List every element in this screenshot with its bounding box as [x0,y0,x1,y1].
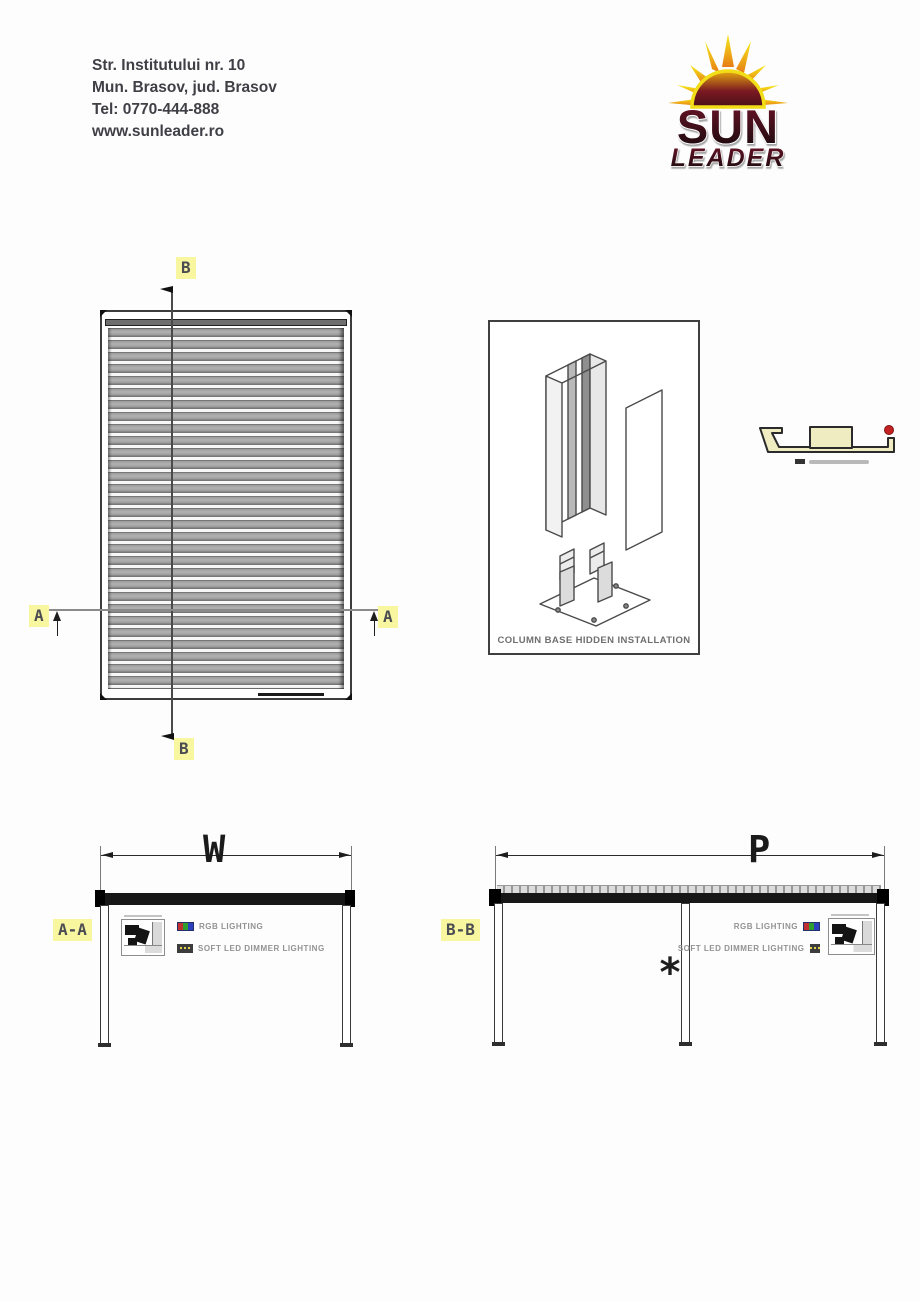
middle-column-note-asterisk: * [658,950,683,996]
section-line-bb [171,287,173,739]
column-base-cap [98,1043,111,1047]
corner-mark-icon [345,693,352,700]
section-bb-right-column [876,903,885,1044]
extension-line [351,846,352,892]
legend-row-dimmer [677,943,820,953]
legend-label-dimmer: SOFT LED DIMMER LIGHTING [677,943,805,953]
led-dimmer-badge-icon [810,944,821,953]
section-line-aa [48,609,380,611]
section-aa-right-column [342,905,351,1045]
sunleader-logo-icon [648,33,808,173]
section-marker-a-right: A [378,606,398,628]
section-bb-middle-column [681,903,690,1044]
column-base-cap [874,1042,887,1046]
legend-row-dimmer [177,943,325,953]
section-aa-roof-beam [97,893,353,905]
corner-mark-icon [345,310,352,317]
logo-word-sun: SUN [676,100,780,153]
section-cut-arrow-icon [161,733,174,740]
company-address [92,55,277,143]
section-bb-left-column [494,903,503,1044]
legend-row-rgb [177,921,263,931]
legend-label-rgb: RGB LIGHTING [733,921,798,931]
address-line-street: Str. Institutului nr. 10 [92,57,246,74]
section-detail-thumbnail [121,919,165,956]
dimension-arrow-icon [497,852,508,858]
extension-line [495,846,496,892]
thumbnail-caption-text [124,915,162,917]
section-detail-thumbnail [828,918,875,955]
section-label-bb: B-B [441,919,480,941]
corner-mark-icon [100,693,107,700]
profile-caption-badge-icon [795,459,805,464]
section-cut-arrow-icon [374,618,376,636]
extension-line [100,846,101,892]
dimension-line-w [101,855,351,856]
dimension-arrow-icon [339,852,350,858]
column-base-cap [492,1042,505,1046]
section-label-aa: A-A [53,919,92,941]
louver-profile-section-icon [752,418,902,462]
section-aa-left-column [100,905,109,1045]
section-marker-a-left: A [29,605,49,627]
section-marker-b-bottom: B [174,738,194,760]
logo-word-leader: LEADER [670,144,786,172]
dimension-label-w: W [203,828,226,871]
column-base-isometric-icon [498,328,694,628]
thumbnail-caption-text [831,914,869,916]
rgb-color-badge-icon [177,922,194,931]
plan-louver-slats [108,328,344,689]
address-line-phone: Tel: 0770-444-888 [92,101,220,118]
pergola-plan-view [100,310,352,700]
section-bb-louver-edges [497,885,881,893]
legend-label-rgb: RGB LIGHTING [199,921,264,931]
section-bb-roof-beam [490,893,888,903]
section-marker-b-top: B [176,257,196,279]
detail-caption: COLUMN BASE HIDDEN INSTALLATION [497,635,691,646]
column-base-detail-box [488,320,700,655]
dimension-arrow-icon [102,852,113,858]
column-base-cap [340,1043,353,1047]
section-cut-arrow-icon [160,286,173,293]
profile-red-endcap-icon [885,426,894,435]
corner-mark-icon [100,310,107,317]
rgb-color-badge-icon [803,922,820,931]
address-line-city: Mun. Brasov, jud. Brasov [92,79,277,96]
legend-label-dimmer: SOFT LED DIMMER LIGHTING [198,943,325,953]
dimension-line-p [496,855,884,856]
address-line-website: www.sunleader.ro [92,123,225,140]
dimension-label-p: P [748,828,771,871]
dimension-arrow-icon [872,852,883,858]
profile-caption-text [809,460,869,464]
section-cut-arrow-icon [57,618,59,636]
plan-rear-beam-segment [258,693,324,696]
legend-row-rgb [700,921,820,931]
profile-caption [795,459,869,464]
extension-line [884,846,885,892]
led-dimmer-badge-icon [177,944,193,953]
plan-front-beam [105,319,347,326]
column-base-cap [679,1042,692,1046]
